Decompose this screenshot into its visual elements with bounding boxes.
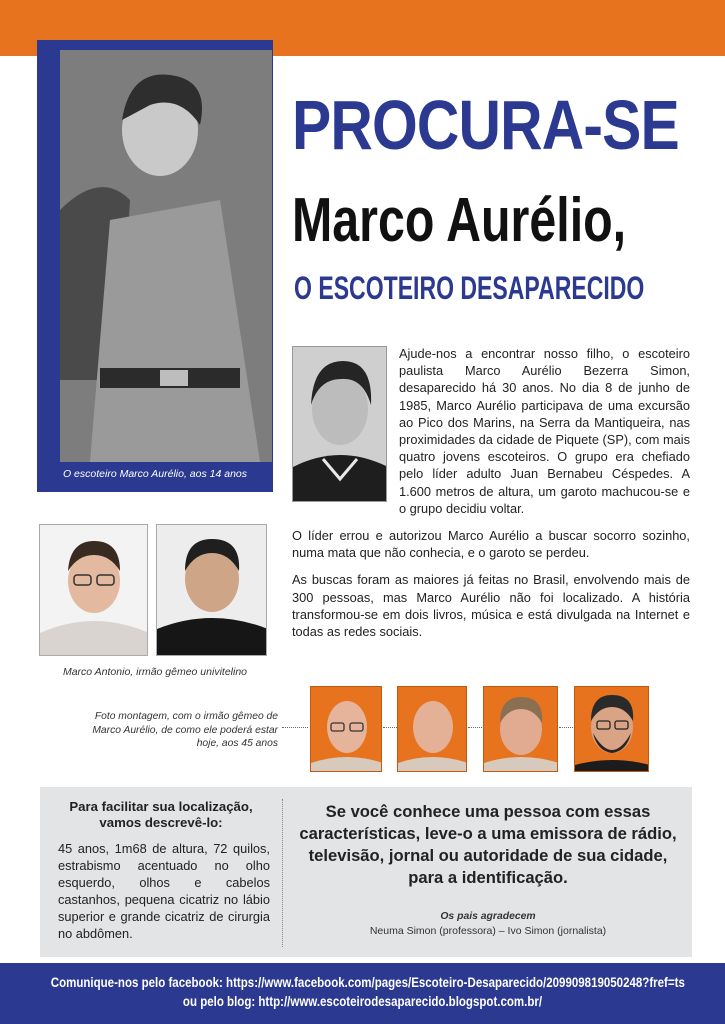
hero-caption: O escoteiro Marco Aurélio, aos 14 anos	[62, 468, 248, 480]
description-text: 45 anos, 1m68 de altura, 72 quilos, estrabismo acentuado no olho esquerdo, olhos e cabelos castanhos, pequena cicatriz no lábio superior e grande cicatriz de cirurgia no abdômen.	[58, 841, 270, 941]
story-paragraph-1: Ajude-nos a encontrar nosso filho, o escoteiro paulista Marco Aurélio Bezerra Simon, desaparecido há 30 anos. No dia 8 de junho de 1985, Marco Aurélio participava de uma excursão ao Pico dos Marins, na Serra da Mantiqueira, nas proximidades da cidade de Piquete (SP), com mais quatro jovens escoteiros. O grupo era chefiado pelo líder adulto Juan Bernabeu Céspedes. A 1.600 metros de altura, um garoto machucou-se e o grupo decidiu voltar.	[399, 346, 690, 516]
story-paragraph-2: O líder errou e autorizou Marco Aurélio a buscar socorro sozinho, numa mata que não conhecia, e o garoto se perdeu.	[292, 528, 690, 561]
montage-dotted-connector	[559, 727, 573, 728]
description-title: Para facilitar sua localização, vamos descrevê-lo:	[69, 799, 253, 830]
montage-dotted-connector	[383, 727, 397, 728]
subtitle: O ESCOTEIRO DESAPARECIDO	[294, 270, 645, 306]
twin-caption: Marco Antonio, irmão gêmeo univitelino	[62, 666, 248, 678]
hero-photo-scout	[60, 50, 272, 462]
montage-photo-2	[397, 686, 467, 772]
headline: PROCURA-SE	[292, 86, 679, 164]
montage-dotted-connector	[282, 727, 308, 728]
twin-photo-glasses	[39, 524, 148, 656]
montage-dotted-connector	[468, 727, 482, 728]
footer-blog-line: ou pelo blog: http://www.escoteirodesaparecido.blogspot.com.br/	[182, 994, 543, 1009]
montage-photo-1	[310, 686, 382, 772]
story-text	[292, 345, 690, 650]
thanks-title: Os pais agradecem	[440, 911, 536, 922]
story-paragraph-3: As buscas foram as maiores já feitas no Brasil, envolvendo mais de 300 pessoas, mas Marco Aurélio não foi localizado. A história transformou-se em dois livros, música e está divulgada na Internet e todas as redes sociais.	[292, 572, 690, 640]
twin-photo-dark-shirt	[156, 524, 267, 656]
thanks-names: Neuma Simon (professora) – Ivo Simon (jornalista)	[369, 925, 607, 937]
montage-photo-3	[483, 686, 558, 772]
appeal-text: Se você conhece uma pessoa com essas características, leve-o a uma emissora de rádio, televisão, jornal ou autoridade de sua cidade, para a identificação.	[299, 802, 677, 887]
footer-facebook-line: Comunique-nos pelo facebook: https://www.facebook.com/pages/Escoteiro-Desaparecido/209909819050248?fref=ts	[50, 975, 685, 990]
missing-person-name: Marco Aurélio,	[292, 186, 627, 255]
montage-caption: Foto montagem, com o irmão gêmeo de Marco Aurélio, de como ele poderá estar hoje, aos 45 anos	[92, 711, 278, 749]
montage-photo-4	[574, 686, 649, 772]
info-panel-divider	[282, 799, 283, 947]
